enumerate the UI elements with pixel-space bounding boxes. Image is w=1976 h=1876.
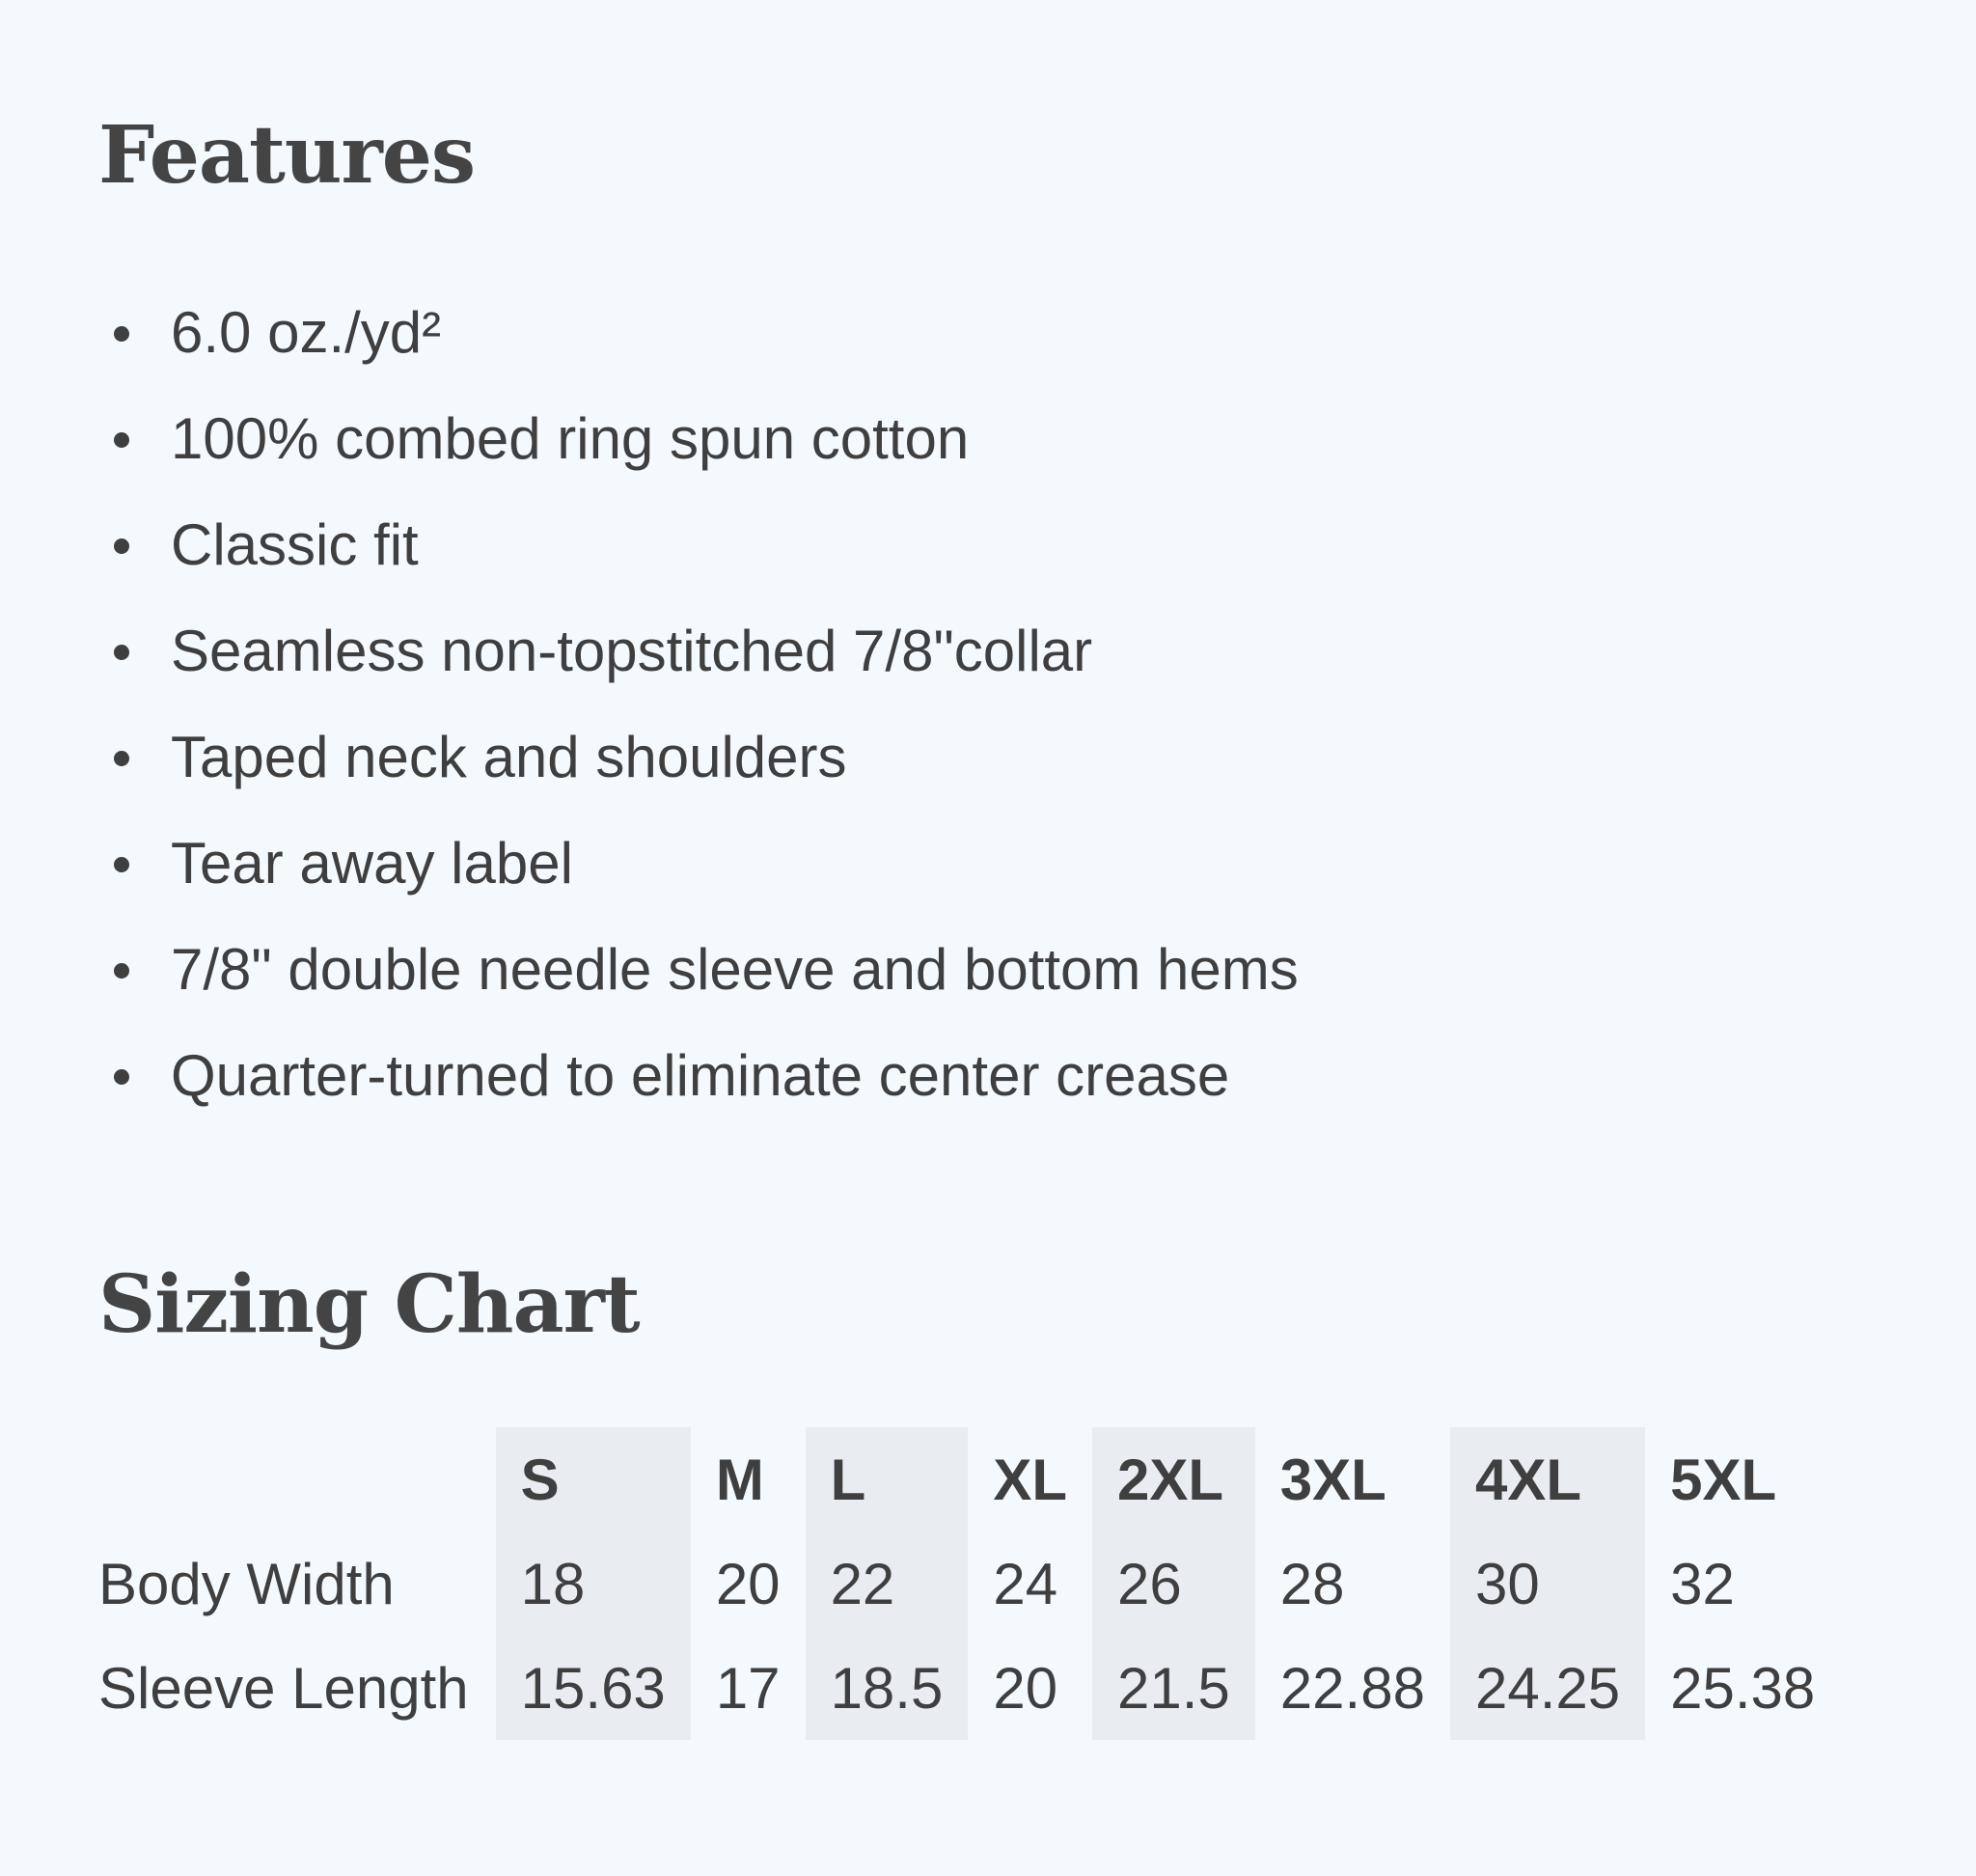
feature-item <box>98 598 1299 704</box>
feature-text: 6.0 oz./yd² <box>171 300 442 365</box>
feature-text: Seamless non-topstitched 7/8"collar <box>171 619 1093 683</box>
feature-text: Tear away label <box>171 831 573 896</box>
sizing-chart-heading: Sizing Chart <box>98 1258 640 1351</box>
table-cell: 18.5 <box>806 1636 969 1740</box>
bullet-icon <box>114 751 129 766</box>
corner-cell <box>98 1427 496 1531</box>
bullet-icon <box>114 326 129 342</box>
sizing-chart-table <box>98 1427 1840 1740</box>
feature-item <box>98 280 1299 386</box>
feature-item <box>98 1023 1299 1129</box>
table-row <box>98 1531 1840 1636</box>
feature-item <box>98 811 1299 917</box>
feature-text: Quarter-turned to eliminate center crease <box>171 1043 1230 1108</box>
bullet-icon <box>114 1069 129 1085</box>
feature-item <box>98 386 1299 492</box>
feature-item <box>98 492 1299 598</box>
size-header-3xl: 3XL <box>1279 1447 1386 1512</box>
table-cell: 21.5 <box>1092 1636 1255 1740</box>
feature-text: 7/8" double needle sleeve and bottom hems <box>171 937 1299 1002</box>
table-cell: 26 <box>1092 1531 1255 1636</box>
table-cell: 24.25 <box>1450 1636 1645 1740</box>
features-heading: Features <box>98 109 476 202</box>
table-cell: 25.38 <box>1670 1655 1816 1721</box>
table-cell: 30 <box>1450 1531 1645 1636</box>
size-header-4xl: 4XL <box>1450 1427 1645 1531</box>
size-header-xl: XL <box>993 1447 1068 1512</box>
table-cell: 20 <box>715 1551 781 1616</box>
table-cell: 32 <box>1670 1551 1735 1616</box>
size-header-s: S <box>496 1427 691 1531</box>
bullet-icon <box>114 432 129 448</box>
row-label-body-width: Body Width <box>98 1551 395 1616</box>
size-header-row <box>98 1427 1840 1531</box>
table-cell: 22 <box>806 1531 969 1636</box>
table-cell: 15.63 <box>496 1636 691 1740</box>
bullet-icon <box>114 857 129 872</box>
features-list <box>98 280 1299 1129</box>
size-header-5xl: 5XL <box>1670 1447 1777 1512</box>
feature-text: Taped neck and shoulders <box>171 725 847 789</box>
size-header-l: L <box>806 1427 969 1531</box>
size-header-2xl: 2XL <box>1092 1427 1255 1531</box>
table-cell: 22.88 <box>1279 1655 1425 1721</box>
feature-item <box>98 917 1299 1023</box>
table-cell: 28 <box>1279 1551 1345 1616</box>
bullet-icon <box>114 645 129 660</box>
table-cell: 24 <box>993 1551 1058 1616</box>
bullet-icon <box>114 538 129 554</box>
size-header-m: M <box>715 1447 764 1512</box>
bullet-icon <box>114 963 129 979</box>
table-cell: 20 <box>993 1655 1058 1721</box>
table-cell: 17 <box>715 1655 781 1721</box>
row-label-sleeve-length: Sleeve Length <box>98 1655 469 1721</box>
feature-item <box>98 704 1299 811</box>
feature-text: 100% combed ring spun cotton <box>171 406 970 471</box>
feature-text: Classic fit <box>171 512 419 577</box>
table-cell: 18 <box>496 1531 691 1636</box>
table-row <box>98 1636 1840 1740</box>
